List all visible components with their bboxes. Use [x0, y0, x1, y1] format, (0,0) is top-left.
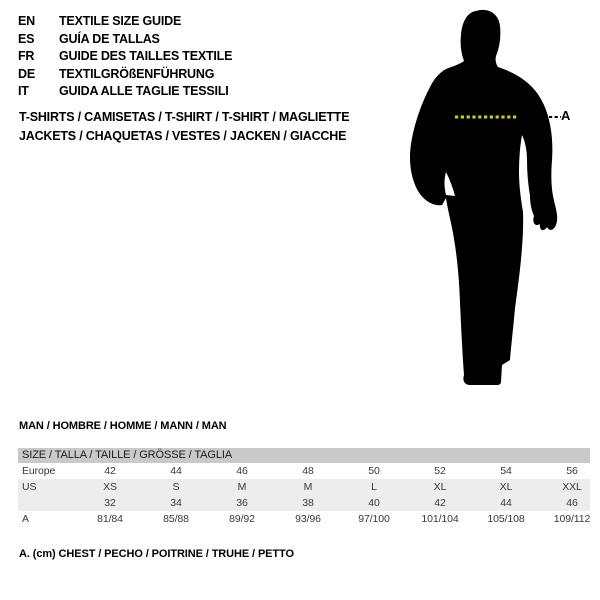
table-cell: 52	[434, 465, 446, 477]
table-cell: 46	[236, 465, 248, 477]
table-cell: 56	[566, 465, 578, 477]
table-cell: XXL	[562, 481, 582, 493]
table-cell: 42	[434, 497, 446, 509]
table-cell: XL	[433, 481, 447, 493]
language-title: GUIDE DES TAILLES TEXTILE	[59, 49, 233, 64]
table-cell: 44	[500, 497, 512, 509]
language-title: GUIDA ALLE TAGLIE TESSILI	[59, 84, 229, 99]
language-code: ES	[18, 31, 35, 46]
language-title: GUÍA DE TALLAS	[59, 31, 160, 46]
language-list	[18, 13, 232, 101]
table-cell: M	[237, 481, 247, 493]
table-cell: 44	[170, 465, 182, 477]
section-title: MAN / HOMBRE / HOMME / MANN / MAN	[19, 420, 227, 432]
table-cell: M	[303, 481, 313, 493]
language-code: FR	[18, 49, 35, 64]
table-cell: 46	[566, 497, 578, 509]
man-silhouette-shape	[410, 10, 557, 385]
table-cell: 42	[104, 465, 116, 477]
table-cell: 105/108	[487, 513, 525, 525]
table-cell: XS	[103, 481, 117, 493]
table-cell: 38	[302, 497, 314, 509]
language-row-it	[18, 83, 232, 101]
category-lines	[19, 108, 349, 146]
row-label	[18, 495, 77, 511]
table-row-us-numeric	[18, 495, 590, 511]
category-line-jackets: JACKETS / CHAQUETAS / VESTES / JACKEN / GIACCHE	[19, 129, 347, 143]
table-cell: 85/88	[163, 513, 189, 525]
table-cell: S	[172, 481, 180, 493]
language-row-es	[18, 31, 232, 49]
row-label: Europe	[22, 465, 56, 477]
table-cell: 89/92	[229, 513, 255, 525]
table-row-chest-a	[18, 511, 590, 527]
table-row-europe	[18, 463, 590, 479]
measurement-footnote: A. (cm) CHEST / PECHO / POITRINE / TRUHE / PETTO	[19, 548, 294, 560]
table-cell: 40	[368, 497, 380, 509]
row-label: US	[22, 481, 37, 493]
table-cell: 93/96	[295, 513, 321, 525]
table-cell: 50	[368, 465, 380, 477]
language-row-fr	[18, 48, 232, 66]
language-code: DE	[18, 66, 35, 81]
row-label: A	[22, 513, 29, 525]
table-cell: 36	[236, 497, 248, 509]
table-row-us-letter	[18, 479, 590, 495]
measure-label-a: A	[561, 108, 571, 123]
table-cell: 97/100	[358, 513, 390, 525]
table-cell: 48	[302, 465, 314, 477]
table-cell: 81/84	[97, 513, 123, 525]
table-cell: 101/104	[421, 513, 459, 525]
language-title: TEXTILGRÖßENFÜHRUNG	[59, 66, 215, 81]
table-cell: L	[371, 481, 377, 493]
table-cell: 109/112	[553, 513, 591, 525]
language-title: TEXTILE SIZE GUIDE	[59, 14, 182, 28]
table-cell: 34	[170, 497, 182, 509]
category-line-tshirts: T-SHIRTS / CAMISETAS / T-SHIRT / T-SHIRT / MAGLIETTE	[19, 110, 350, 124]
table-cell: 54	[500, 465, 512, 477]
man-silhouette	[400, 8, 570, 398]
language-row-de	[18, 66, 232, 84]
size-table	[18, 448, 600, 527]
size-table-header: SIZE / TALLA / TAILLE / GRÖSSE / TAGLIA	[18, 448, 590, 463]
table-cell: 32	[104, 497, 116, 509]
language-code: IT	[18, 84, 29, 99]
language-code: EN	[18, 14, 35, 28]
language-row-en	[18, 13, 232, 31]
table-cell: XL	[499, 481, 513, 493]
